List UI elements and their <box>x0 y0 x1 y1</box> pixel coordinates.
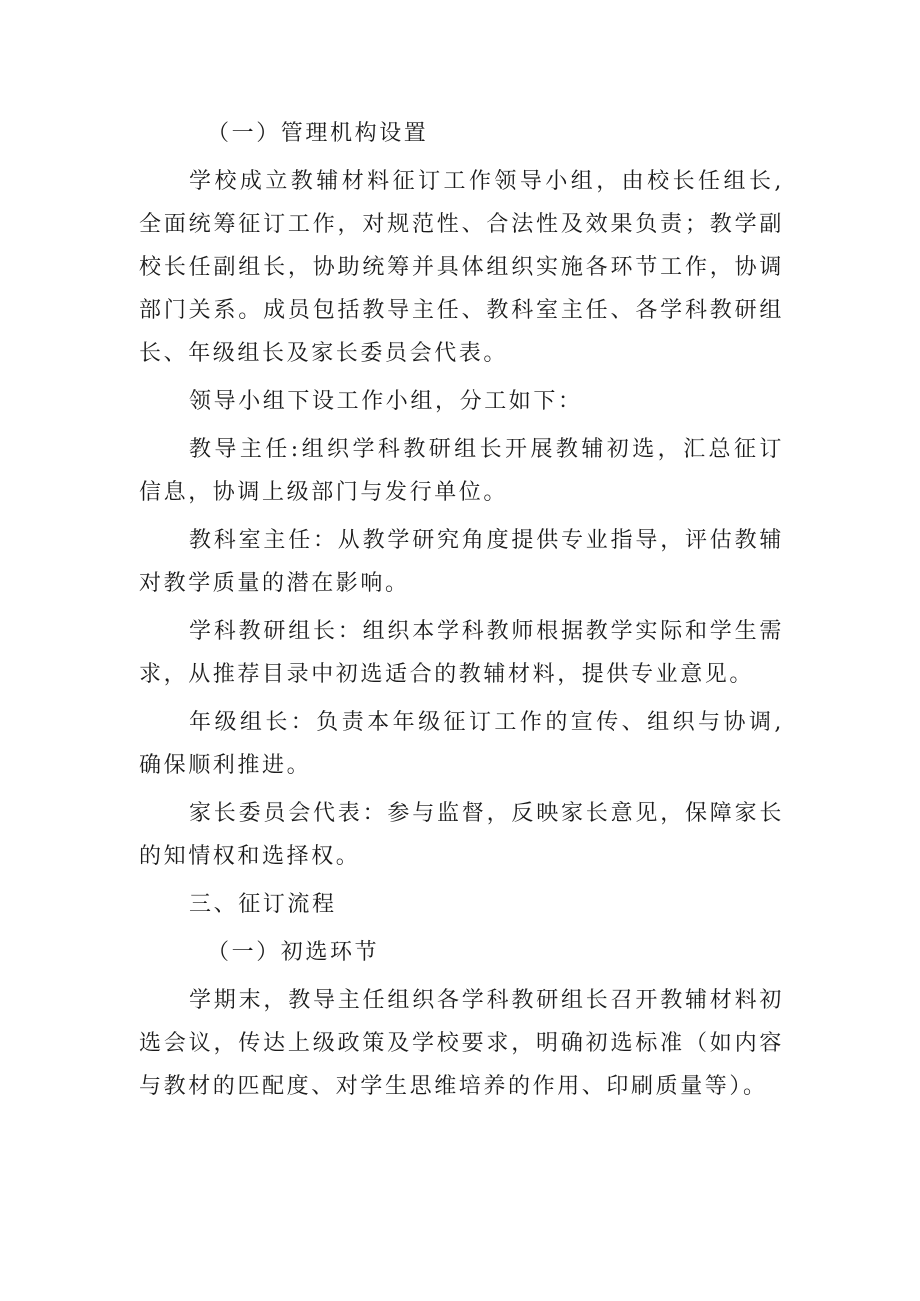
paragraph-work-group: 领导小组下设工作小组，分工如下： <box>189 389 583 414</box>
paragraph-dean-of-studies: 教导主任:组织学科教研组长开展教辅初选，汇总征订信息，协调上级部门与发行单位。 <box>139 437 784 505</box>
paragraph-subject-leaders: 学科教研组长：组织本学科教师根据教学实际和学生需求，从推荐目录中初选适合的教辅材料，提供专业意见。 <box>139 619 784 687</box>
paragraph-leading-group: 学校成立教辅材料征订工作领导小组，由校长任组长,全面统筹征订工作，对规范性、合法性及效果负责；教学副校长任副组长，协助统筹并具体组织实施各环节工作，协调部门关系。成员包括教导主任、教科室主任、各学科教研组长、年级组长及家长委员会代表。 <box>139 169 784 366</box>
paragraph-research-office: 教科室主任：从教学研究角度提供专业指导，评估教辅对教学质量的潜在影响。 <box>139 528 784 596</box>
paragraph-initial-selection: 学期末，教导主任组织各学科教研组长召开教辅材料初选会议，传达上级政策及学校要求，明确初选标准（如内容与教材的匹配度、对学生思维培养的作用、印刷质量等）。 <box>139 988 784 1099</box>
section-heading-process: 三、征订流程 <box>189 892 337 917</box>
document-body <box>139 112 784 1113</box>
section-heading-initial-selection: （一）初选环节 <box>207 940 380 965</box>
paragraph-grade-leaders: 年级组长：负责本年级征订工作的宣传、组织与协调,确保顺利推进。 <box>139 710 784 778</box>
section-heading-management: （一）管理机构设置 <box>207 121 429 146</box>
paragraph-parent-committee: 家长委员会代表：参与监督，反映家长意见，保障家长的知情权和选择权。 <box>139 801 784 869</box>
